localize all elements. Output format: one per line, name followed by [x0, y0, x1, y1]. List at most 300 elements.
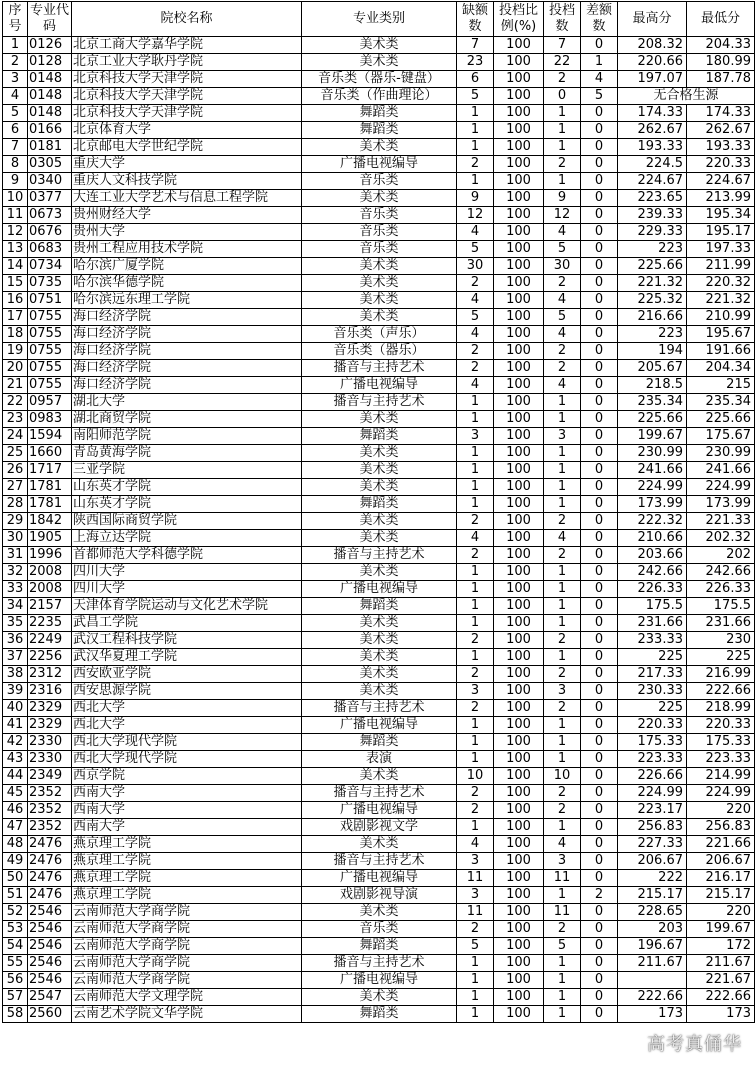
- cell-seq: 37: [3, 649, 28, 666]
- cell-category: 美术类: [302, 632, 457, 649]
- cell-school: 云南师范大学商学院: [72, 938, 302, 955]
- cell-diff: 0: [581, 955, 618, 972]
- table-row: [3, 955, 755, 972]
- table-row: [3, 241, 755, 258]
- cell-diff: 0: [581, 819, 618, 836]
- cell-max: 224.99: [618, 785, 687, 802]
- cell-max: 197.07: [618, 71, 687, 88]
- cell-vacancy: 5: [457, 88, 494, 105]
- cell-admitted: 9: [544, 190, 581, 207]
- cell-ratio: 100: [494, 836, 544, 853]
- cell-ratio: 100: [494, 530, 544, 547]
- cell-diff: 0: [581, 377, 618, 394]
- cell-admitted: 1: [544, 411, 581, 428]
- cell-school: 海口经济学院: [72, 326, 302, 343]
- cell-code: 1905: [28, 530, 72, 547]
- cell-admitted: 2: [544, 785, 581, 802]
- cell-admitted: 2: [544, 921, 581, 938]
- cell-max: 175.5: [618, 598, 687, 615]
- cell-school: 燕京理工学院: [72, 836, 302, 853]
- cell-vacancy: 1: [457, 598, 494, 615]
- cell-code: 2546: [28, 972, 72, 989]
- cell-code: 2157: [28, 598, 72, 615]
- cell-ratio: 100: [494, 190, 544, 207]
- header-code: 专业代码: [28, 2, 72, 37]
- cell-min: 211.67: [687, 955, 755, 972]
- cell-vacancy: 5: [457, 938, 494, 955]
- cell-admitted: 2: [544, 700, 581, 717]
- cell-school: 哈尔滨广厦学院: [72, 258, 302, 275]
- cell-admitted: 7: [544, 37, 581, 54]
- cell-ratio: 100: [494, 139, 544, 156]
- cell-admitted: 1: [544, 496, 581, 513]
- cell-code: 0128: [28, 54, 72, 71]
- cell-max: 223.33: [618, 751, 687, 768]
- cell-diff: 0: [581, 853, 618, 870]
- cell-min: 220: [687, 904, 755, 921]
- cell-category: 音乐类: [302, 207, 457, 224]
- table-row: [3, 394, 755, 411]
- table-row: [3, 275, 755, 292]
- cell-school: 三亚学院: [72, 462, 302, 479]
- cell-seq: 56: [3, 972, 28, 989]
- cell-max: 206.67: [618, 853, 687, 870]
- cell-ratio: 100: [494, 904, 544, 921]
- cell-min: 220.33: [687, 156, 755, 173]
- cell-code: 2330: [28, 751, 72, 768]
- cell-min: 221.66: [687, 836, 755, 853]
- cell-admitted: 1: [544, 955, 581, 972]
- cell-diff: 0: [581, 700, 618, 717]
- cell-min: 230: [687, 632, 755, 649]
- header-diff: 差额数: [581, 2, 618, 37]
- table-row: [3, 292, 755, 309]
- cell-code: 0755: [28, 343, 72, 360]
- table-row: [3, 258, 755, 275]
- cell-max: 262.67: [618, 122, 687, 139]
- cell-admitted: 0: [544, 88, 581, 105]
- cell-admitted: 5: [544, 241, 581, 258]
- cell-vacancy: 2: [457, 785, 494, 802]
- cell-vacancy: 1: [457, 564, 494, 581]
- cell-seq: 25: [3, 445, 28, 462]
- table-row: [3, 462, 755, 479]
- table-row: [3, 496, 755, 513]
- table-row: [3, 700, 755, 717]
- cell-ratio: 100: [494, 496, 544, 513]
- cell-diff: 0: [581, 1006, 618, 1023]
- cell-ratio: 100: [494, 870, 544, 887]
- cell-min: 225: [687, 649, 755, 666]
- cell-ratio: 100: [494, 768, 544, 785]
- cell-category: 美术类: [302, 649, 457, 666]
- cell-seq: 52: [3, 904, 28, 921]
- cell-diff: 0: [581, 411, 618, 428]
- cell-school: 大连工业大学艺术与信息工程学院: [72, 190, 302, 207]
- cell-code: 2560: [28, 1006, 72, 1023]
- cell-vacancy: 2: [457, 360, 494, 377]
- cell-vacancy: 1: [457, 394, 494, 411]
- cell-ratio: 100: [494, 615, 544, 632]
- cell-ratio: 100: [494, 377, 544, 394]
- cell-category: 舞蹈类: [302, 105, 457, 122]
- cell-seq: 2: [3, 54, 28, 71]
- cell-max: 222: [618, 870, 687, 887]
- cell-min: 215.17: [687, 887, 755, 904]
- cell-seq: 57: [3, 989, 28, 1006]
- cell-diff: 0: [581, 683, 618, 700]
- cell-seq: 16: [3, 292, 28, 309]
- cell-min: 206.67: [687, 853, 755, 870]
- cell-vacancy: 2: [457, 921, 494, 938]
- cell-diff: 0: [581, 751, 618, 768]
- cell-category: 播音与主持艺术: [302, 785, 457, 802]
- cell-code: 0751: [28, 292, 72, 309]
- cell-min: 214.99: [687, 768, 755, 785]
- cell-admitted: 5: [544, 938, 581, 955]
- cell-max: 193.33: [618, 139, 687, 156]
- cell-max: 226.33: [618, 581, 687, 598]
- cell-admitted: 1: [544, 394, 581, 411]
- cell-diff: 0: [581, 615, 618, 632]
- cell-category: 音乐类（声乐）: [302, 326, 457, 343]
- cell-code: 0755: [28, 377, 72, 394]
- cell-code: 1717: [28, 462, 72, 479]
- cell-seq: 47: [3, 819, 28, 836]
- cell-diff: 0: [581, 207, 618, 224]
- cell-admitted: 2: [544, 275, 581, 292]
- cell-vacancy: 4: [457, 377, 494, 394]
- cell-admitted: 1: [544, 479, 581, 496]
- cell-school: 云南师范大学商学院: [72, 904, 302, 921]
- cell-category: 舞蹈类: [302, 1006, 457, 1023]
- cell-diff: 0: [581, 122, 618, 139]
- cell-seq: 31: [3, 547, 28, 564]
- table-row: [3, 122, 755, 139]
- cell-vacancy: 2: [457, 275, 494, 292]
- cell-seq: 33: [3, 581, 28, 598]
- cell-code: 2312: [28, 666, 72, 683]
- cell-code: 1781: [28, 479, 72, 496]
- cell-diff: 0: [581, 870, 618, 887]
- table-row: [3, 989, 755, 1006]
- cell-max: 231.66: [618, 615, 687, 632]
- cell-ratio: 100: [494, 887, 544, 904]
- cell-max: 223.65: [618, 190, 687, 207]
- cell-school: 北京科技大学天津学院: [72, 88, 302, 105]
- cell-school: 武昌工学院: [72, 615, 302, 632]
- cell-seq: 53: [3, 921, 28, 938]
- cell-category: 播音与主持艺术: [302, 700, 457, 717]
- cell-vacancy: 6: [457, 71, 494, 88]
- cell-category: 广播电视编导: [302, 802, 457, 819]
- cell-ratio: 100: [494, 105, 544, 122]
- cell-admitted: 1: [544, 1006, 581, 1023]
- cell-category: 表演: [302, 751, 457, 768]
- cell-category: 美术类: [302, 292, 457, 309]
- cell-category: 广播电视编导: [302, 581, 457, 598]
- cell-code: 0340: [28, 173, 72, 190]
- cell-min: 193.33: [687, 139, 755, 156]
- cell-max: 224.67: [618, 173, 687, 190]
- cell-admitted: 1: [544, 615, 581, 632]
- cell-code: 2546: [28, 921, 72, 938]
- cell-code: 1660: [28, 445, 72, 462]
- cell-admitted: 1: [544, 734, 581, 751]
- cell-admitted: 2: [544, 71, 581, 88]
- cell-category: 美术类: [302, 37, 457, 54]
- cell-max: 223.17: [618, 802, 687, 819]
- cell-ratio: 100: [494, 547, 544, 564]
- cell-max: 256.83: [618, 819, 687, 836]
- cell-vacancy: 5: [457, 241, 494, 258]
- cell-code: 2316: [28, 683, 72, 700]
- cell-category: 戏剧影视文学: [302, 819, 457, 836]
- cell-diff: 0: [581, 37, 618, 54]
- cell-category: 美术类: [302, 258, 457, 275]
- cell-ratio: 100: [494, 581, 544, 598]
- cell-max: 211.67: [618, 955, 687, 972]
- cell-seq: 44: [3, 768, 28, 785]
- cell-min: 230.99: [687, 445, 755, 462]
- cell-max: 196.67: [618, 938, 687, 955]
- cell-ratio: 100: [494, 173, 544, 190]
- cell-max: 205.67: [618, 360, 687, 377]
- cell-vacancy: 3: [457, 887, 494, 904]
- cell-ratio: 100: [494, 462, 544, 479]
- cell-seq: 24: [3, 428, 28, 445]
- cell-school: 山东英才学院: [72, 496, 302, 513]
- cell-max: 无合格生源: [618, 88, 755, 105]
- cell-diff: 0: [581, 360, 618, 377]
- cell-vacancy: 1: [457, 615, 494, 632]
- cell-seq: 30: [3, 530, 28, 547]
- cell-seq: 21: [3, 377, 28, 394]
- cell-diff: 0: [581, 938, 618, 955]
- table-row: [3, 445, 755, 462]
- cell-ratio: 100: [494, 955, 544, 972]
- cell-diff: 0: [581, 547, 618, 564]
- cell-code: 2476: [28, 836, 72, 853]
- cell-max: 225.32: [618, 292, 687, 309]
- cell-seq: 9: [3, 173, 28, 190]
- cell-vacancy: 1: [457, 751, 494, 768]
- cell-min: 224.99: [687, 785, 755, 802]
- cell-seq: 29: [3, 513, 28, 530]
- cell-vacancy: 12: [457, 207, 494, 224]
- cell-code: 2546: [28, 955, 72, 972]
- cell-category: 美术类: [302, 462, 457, 479]
- cell-code: 0676: [28, 224, 72, 241]
- cell-vacancy: 1: [457, 479, 494, 496]
- cell-admitted: 1: [544, 462, 581, 479]
- cell-code: 0734: [28, 258, 72, 275]
- cell-ratio: 100: [494, 343, 544, 360]
- cell-ratio: 100: [494, 972, 544, 989]
- cell-code: 2330: [28, 734, 72, 751]
- cell-min: 221.67: [687, 972, 755, 989]
- cell-admitted: 1: [544, 751, 581, 768]
- cell-vacancy: 1: [457, 581, 494, 598]
- cell-max: 224.5: [618, 156, 687, 173]
- cell-code: 2329: [28, 717, 72, 734]
- cell-diff: 0: [581, 989, 618, 1006]
- cell-ratio: 100: [494, 428, 544, 445]
- cell-seq: 22: [3, 394, 28, 411]
- cell-min: 191.66: [687, 343, 755, 360]
- cell-ratio: 100: [494, 241, 544, 258]
- cell-diff: 0: [581, 190, 618, 207]
- cell-diff: 0: [581, 598, 618, 615]
- cell-admitted: 2: [544, 360, 581, 377]
- cell-school: 西安思源学院: [72, 683, 302, 700]
- cell-code: 2249: [28, 632, 72, 649]
- cell-admitted: 2: [544, 547, 581, 564]
- cell-category: 音乐类: [302, 173, 457, 190]
- cell-seq: 38: [3, 666, 28, 683]
- cell-max: 194: [618, 343, 687, 360]
- header-ratio: 投档比例(%): [494, 2, 544, 37]
- cell-ratio: 100: [494, 411, 544, 428]
- cell-ratio: 100: [494, 683, 544, 700]
- cell-seq: 40: [3, 700, 28, 717]
- cell-category: 舞蹈类: [302, 496, 457, 513]
- cell-category: 美术类: [302, 139, 457, 156]
- cell-vacancy: 1: [457, 105, 494, 122]
- table-body: [3, 37, 755, 1023]
- cell-seq: 51: [3, 887, 28, 904]
- cell-school: 陕西国际商贸学院: [72, 513, 302, 530]
- cell-diff: 0: [581, 224, 618, 241]
- cell-code: 1594: [28, 428, 72, 445]
- cell-admitted: 1: [544, 122, 581, 139]
- cell-school: 云南艺术学院文华学院: [72, 1006, 302, 1023]
- cell-seq: 11: [3, 207, 28, 224]
- cell-seq: 17: [3, 309, 28, 326]
- cell-category: 美术类: [302, 479, 457, 496]
- cell-admitted: 2: [544, 802, 581, 819]
- cell-code: 1781: [28, 496, 72, 513]
- cell-admitted: 11: [544, 904, 581, 921]
- cell-admitted: 12: [544, 207, 581, 224]
- cell-category: 播音与主持艺术: [302, 547, 457, 564]
- cell-seq: 46: [3, 802, 28, 819]
- cell-admitted: 1: [544, 139, 581, 156]
- table-row: [3, 190, 755, 207]
- cell-category: 舞蹈类: [302, 122, 457, 139]
- cell-seq: 13: [3, 241, 28, 258]
- cell-category: 美术类: [302, 513, 457, 530]
- cell-diff: 0: [581, 785, 618, 802]
- table-row: [3, 343, 755, 360]
- cell-code: 0673: [28, 207, 72, 224]
- cell-school: 首都师范大学科德学院: [72, 547, 302, 564]
- table-row: [3, 564, 755, 581]
- cell-school: 湖北大学: [72, 394, 302, 411]
- cell-min: 242.66: [687, 564, 755, 581]
- cell-ratio: 100: [494, 275, 544, 292]
- cell-min: 215: [687, 377, 755, 394]
- cell-diff: 0: [581, 666, 618, 683]
- cell-min: 187.78: [687, 71, 755, 88]
- table-row: [3, 411, 755, 428]
- cell-max: 225: [618, 649, 687, 666]
- cell-admitted: 1: [544, 989, 581, 1006]
- cell-admitted: 2: [544, 513, 581, 530]
- cell-seq: 39: [3, 683, 28, 700]
- cell-seq: 36: [3, 632, 28, 649]
- cell-vacancy: 11: [457, 870, 494, 887]
- table-row: [3, 88, 755, 105]
- cell-vacancy: 2: [457, 666, 494, 683]
- cell-category: 舞蹈类: [302, 428, 457, 445]
- cell-school: 哈尔滨华德学院: [72, 275, 302, 292]
- table-row: [3, 887, 755, 904]
- table-row: [3, 173, 755, 190]
- cell-seq: 34: [3, 598, 28, 615]
- cell-min: 195.34: [687, 207, 755, 224]
- cell-min: 202: [687, 547, 755, 564]
- cell-max: 199.67: [618, 428, 687, 445]
- table-row: [3, 785, 755, 802]
- table-row: [3, 156, 755, 173]
- cell-category: 播音与主持艺术: [302, 360, 457, 377]
- cell-ratio: 100: [494, 1006, 544, 1023]
- cell-seq: 54: [3, 938, 28, 955]
- cell-min: 221.33: [687, 513, 755, 530]
- cell-seq: 1: [3, 37, 28, 54]
- cell-admitted: 1: [544, 717, 581, 734]
- cell-vacancy: 1: [457, 649, 494, 666]
- cell-admitted: 1: [544, 649, 581, 666]
- cell-category: 广播电视编导: [302, 870, 457, 887]
- cell-category: 音乐类: [302, 921, 457, 938]
- cell-category: 广播电视编导: [302, 972, 457, 989]
- cell-min: 220.32: [687, 275, 755, 292]
- cell-diff: 0: [581, 904, 618, 921]
- cell-max: 230.99: [618, 445, 687, 462]
- table-row: [3, 139, 755, 156]
- cell-min: 180.99: [687, 54, 755, 71]
- cell-max: 235.34: [618, 394, 687, 411]
- cell-vacancy: 1: [457, 989, 494, 1006]
- cell-diff: 5: [581, 88, 618, 105]
- cell-category: 广播电视编导: [302, 377, 457, 394]
- cell-category: 播音与主持艺术: [302, 955, 457, 972]
- cell-seq: 48: [3, 836, 28, 853]
- cell-max: 173: [618, 1006, 687, 1023]
- cell-seq: 14: [3, 258, 28, 275]
- header-max: 最高分: [618, 2, 687, 37]
- cell-category: 舞蹈类: [302, 598, 457, 615]
- cell-diff: 0: [581, 394, 618, 411]
- cell-code: 0148: [28, 71, 72, 88]
- cell-vacancy: 23: [457, 54, 494, 71]
- cell-category: 音乐类: [302, 224, 457, 241]
- cell-vacancy: 1: [457, 955, 494, 972]
- cell-school: 贵州工程应用技术学院: [72, 241, 302, 258]
- cell-ratio: 100: [494, 37, 544, 54]
- cell-school: 湖北商贸学院: [72, 411, 302, 428]
- cell-max: 227.33: [618, 836, 687, 853]
- cell-vacancy: 2: [457, 547, 494, 564]
- table-row: [3, 819, 755, 836]
- cell-admitted: 11: [544, 870, 581, 887]
- cell-min: 256.83: [687, 819, 755, 836]
- cell-school: 北京科技大学天津学院: [72, 105, 302, 122]
- cell-diff: 0: [581, 479, 618, 496]
- cell-min: 224.99: [687, 479, 755, 496]
